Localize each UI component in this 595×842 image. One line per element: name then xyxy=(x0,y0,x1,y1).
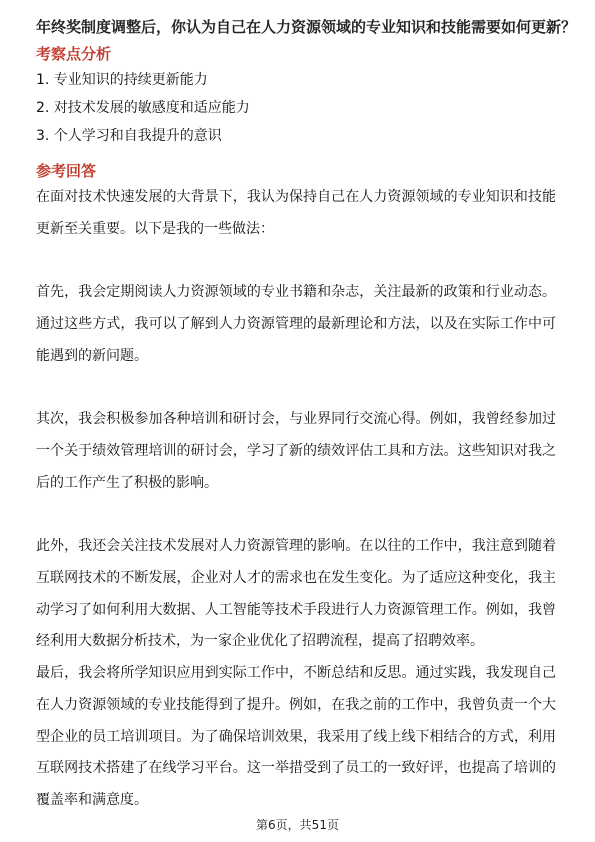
answer-paragraph-second: 其次，我会积极参加各种培训和研讨会，与业界同行交流心得。例如，我曾经参加过一个关于绩效管理培训的研讨会，学习了新的绩效评估工具和方法。这些知识对我之后的工作产生了积极的影响。 xyxy=(36,411,556,491)
answer-paragraph-finally: 最后，我会将所学知识应用到实际工作中，不断总结和反思。通过实践，我发现自己在人力资源领域的专业技能得到了提升。例如，在我之前的工作中，我曾负责一个大型企业的员工培训项目。为了确保培训效果，我采用了线上线下相结合的方式，利用互联网技术搭建了在线学习平台。这一举措受到了员工的一致好评，也提高了培训的覆盖率和满意度。 xyxy=(36,665,556,809)
analysis-heading: 考察点分析 xyxy=(36,45,112,63)
answer-paragraph-intro: 在面对技术快速发展的大背景下，我认为保持自己在人力资源领域的专业知识和技能更新至关重要。以下是我的一些做法： xyxy=(36,189,556,237)
answer-paragraph-moreover: 此外，我还会关注技术发展对人力资源管理的影响。在以往的工作中，我注意到随着互联网技术的不断发展，企业对人才的需求也在发生变化。为了适应这种变化，我主动学习了如何利用大数据、人工智能等技术手段进行人力资源管理工作。例如，我曾经利用大数据分析技术，为一家企业优化了招聘流程，提高了招聘效率。 xyxy=(36,538,556,650)
analysis-point-1: 1. 专业知识的持续更新能力 xyxy=(36,72,208,88)
cut-off-question-text: 年终奖制度调整后，你认为自己在人力资源领域的专业知识和技能需要如何更新？ xyxy=(36,18,577,36)
answer-paragraph-first: 首先，我会定期阅读人力资源领域的专业书籍和杂志，关注最新的政策和行业动态。通过这些方式，我可以了解到人力资源管理的最新理论和方法，以及在实际工作中可能遇到的新问题。 xyxy=(36,284,556,364)
analysis-point-2: 2. 对技术发展的敏感度和适应能力 xyxy=(36,100,250,116)
analysis-point-3: 3. 个人学习和自我提升的意识 xyxy=(36,128,222,144)
cut-off-question-line xyxy=(36,8,577,36)
answer-heading: 参考回答 xyxy=(36,162,97,180)
page-number: 第6页，共51页 xyxy=(256,818,339,832)
